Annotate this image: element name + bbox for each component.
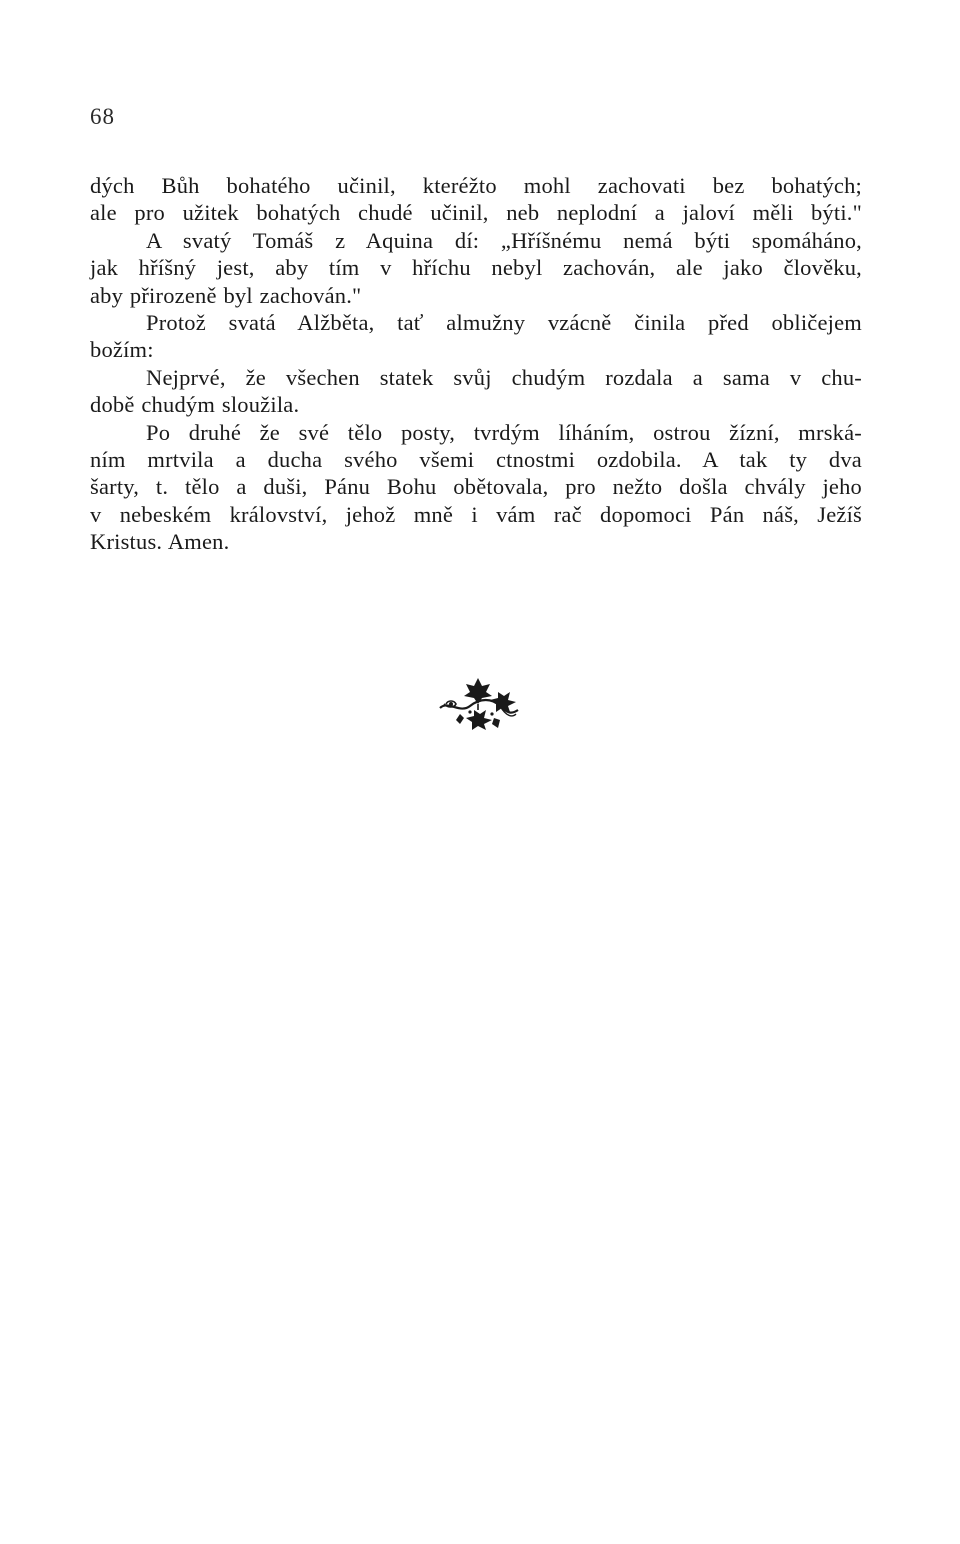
text-line: božím: [90, 337, 154, 363]
text-line: ním mrtvila a ducha svého všemi ctnostmi ozdobila. A tak ty dva [90, 446, 862, 472]
text-line: době chudým sloužila. [90, 392, 300, 418]
text-line: Po druhé že své tělo posty, tvrdým líháním, ostrou žízní, mrská- [146, 419, 862, 445]
floral-vignette-icon [434, 674, 522, 736]
text-line: Kristus. Amen. [90, 529, 230, 555]
text-line: Protož svatá Alžběta, tať almužny vzácně činila před obličejem [146, 309, 862, 335]
text-line: Nejprvé, že všechen statek svůj chudým rozdala a sama v chu- [146, 364, 862, 390]
text-line: jak hříšný jest, aby tím v hříchu nebyl zachován, ale jako člověku, [90, 255, 862, 281]
text-line: aby přirozeně byl zachován." [90, 282, 362, 308]
text-line: A svatý Tomáš z Aquina dí: „Hříšnému nemá býti spomáháno, [146, 227, 862, 253]
text-line: v nebeském království, jehož mně i vám rač dopomoci Pán náš, Ježíš [90, 501, 862, 527]
text-line: šarty, t. tělo a duši, Pánu Bohu obětovala, pro nežto došla chvály jeho [90, 474, 862, 500]
text-line: ale pro užitek bohatých chudé učinil, neb neplodní a jaloví měli býti." [90, 200, 862, 226]
page-number: 68 [90, 104, 115, 129]
body-text [90, 172, 862, 555]
text-line: dých Bůh bohatého učinil, kteréžto mohl zachovati bez bohatých; [90, 173, 862, 198]
